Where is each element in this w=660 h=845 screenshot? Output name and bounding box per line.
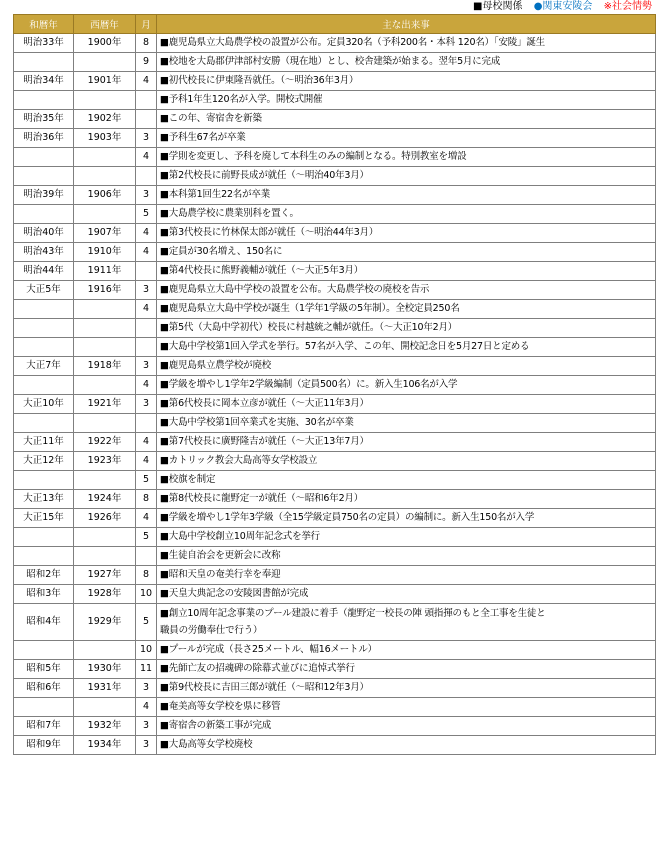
cell-wareki: 大正15年 bbox=[14, 509, 74, 528]
event-text: ■大島中学校創立10周年記念式を挙行 bbox=[160, 531, 320, 542]
event-text: ■予科生67名が卒業 bbox=[160, 132, 246, 143]
table-row bbox=[14, 566, 656, 585]
cell-wareki: 大正5年 bbox=[14, 281, 74, 300]
table-row bbox=[14, 110, 656, 129]
cell-event bbox=[157, 547, 656, 566]
cell-seireki: 1931年 bbox=[74, 679, 136, 698]
table-row bbox=[14, 452, 656, 471]
cell-seireki: 1918年 bbox=[74, 357, 136, 376]
cell-month bbox=[136, 547, 157, 566]
table-row bbox=[14, 91, 656, 110]
event-text: ■第9代校長に吉田三郎が就任（〜昭和12年3月） bbox=[160, 682, 369, 693]
cell-seireki: 1921年 bbox=[74, 395, 136, 414]
cell-seireki bbox=[74, 205, 136, 224]
event-text: ■予科1年生120名が入学。開校式開催 bbox=[160, 94, 323, 105]
cell-month: 5 bbox=[136, 205, 157, 224]
table-row bbox=[14, 641, 656, 660]
cell-event bbox=[157, 604, 656, 641]
table-row bbox=[14, 528, 656, 547]
header-wareki: 和暦年 bbox=[14, 15, 74, 34]
table-row bbox=[14, 262, 656, 281]
cell-month: 4 bbox=[136, 224, 157, 243]
event-text: ■創立10周年記念事業のプール建設に着手（龍野定一校長の陣 頭指揮のもと全工事を生徒と bbox=[160, 608, 546, 619]
table-row bbox=[14, 34, 656, 53]
cell-seireki: 1930年 bbox=[74, 660, 136, 679]
cell-month bbox=[136, 319, 157, 338]
cell-wareki bbox=[14, 698, 74, 717]
cell-wareki bbox=[14, 414, 74, 433]
event-text: ■昭和天皇の奄美行幸を奉迎 bbox=[160, 569, 281, 580]
cell-event bbox=[157, 110, 656, 129]
cell-seireki: 1934年 bbox=[74, 736, 136, 755]
table-row bbox=[14, 698, 656, 717]
event-text: ■第7代校長に廣野隆吉が就任（〜大正13年7月） bbox=[160, 436, 369, 447]
cell-wareki bbox=[14, 319, 74, 338]
event-text: ■第2代校長に前野長成が就任（〜明治40年3月） bbox=[160, 170, 369, 181]
event-text: ■第4代校長に熊野義輔が就任（〜大正5年3月） bbox=[160, 265, 364, 276]
cell-wareki: 明治36年 bbox=[14, 129, 74, 148]
event-text: ■校地を大島郡伊津部村安勝（現在地）とし、校舎建築が始まる。翌年5月に完成 bbox=[160, 56, 501, 67]
cell-seireki: 1906年 bbox=[74, 186, 136, 205]
cell-seireki: 1901年 bbox=[74, 72, 136, 91]
cell-seireki bbox=[74, 376, 136, 395]
cell-event bbox=[157, 452, 656, 471]
cell-month: 4 bbox=[136, 509, 157, 528]
cell-event bbox=[157, 186, 656, 205]
cell-month: 4 bbox=[136, 72, 157, 91]
cell-event bbox=[157, 281, 656, 300]
event-text: ■プールが完成（長さ25メートル、幅16メートル） bbox=[160, 644, 377, 655]
cell-wareki: 大正10年 bbox=[14, 395, 74, 414]
cell-seireki: 1923年 bbox=[74, 452, 136, 471]
cell-event bbox=[157, 717, 656, 736]
table-row bbox=[14, 224, 656, 243]
cell-wareki: 大正7年 bbox=[14, 357, 74, 376]
cell-month: 4 bbox=[136, 376, 157, 395]
table-header-row bbox=[14, 15, 656, 34]
table-row bbox=[14, 167, 656, 186]
cell-wareki: 昭和3年 bbox=[14, 585, 74, 604]
cell-wareki: 明治40年 bbox=[14, 224, 74, 243]
cell-month: 8 bbox=[136, 490, 157, 509]
event-text: ■この年、寄宿舎を新築 bbox=[160, 113, 262, 124]
cell-month: 3 bbox=[136, 129, 157, 148]
cell-month bbox=[136, 167, 157, 186]
cell-seireki bbox=[74, 300, 136, 319]
event-text: ■天皇大典記念の安陵図書館が完成 bbox=[160, 588, 309, 599]
cell-event bbox=[157, 585, 656, 604]
cell-seireki bbox=[74, 414, 136, 433]
event-text: ■生徒自治会を更新会に改称 bbox=[160, 550, 281, 561]
event-text: ■鹿児島県立農学校が廃校 bbox=[160, 360, 272, 371]
table-row bbox=[14, 129, 656, 148]
cell-seireki: 1902年 bbox=[74, 110, 136, 129]
table-row bbox=[14, 433, 656, 452]
cell-wareki: 昭和4年 bbox=[14, 604, 74, 641]
cell-event bbox=[157, 641, 656, 660]
header-month: 月 bbox=[136, 15, 157, 34]
event-text: ■カトリック教会大島高等女学校設立 bbox=[160, 455, 318, 466]
cell-month: 3 bbox=[136, 281, 157, 300]
table-row bbox=[14, 72, 656, 91]
table-row bbox=[14, 186, 656, 205]
cell-wareki: 昭和2年 bbox=[14, 566, 74, 585]
cell-event bbox=[157, 224, 656, 243]
cell-event bbox=[157, 509, 656, 528]
header-seireki: 西暦年 bbox=[74, 15, 136, 34]
cell-month: 10 bbox=[136, 641, 157, 660]
cell-seireki: 1910年 bbox=[74, 243, 136, 262]
cell-seireki bbox=[74, 698, 136, 717]
cell-wareki bbox=[14, 641, 74, 660]
cell-event bbox=[157, 698, 656, 717]
cell-month bbox=[136, 262, 157, 281]
cell-wareki: 明治33年 bbox=[14, 34, 74, 53]
event-text: ■大島中学校第1回卒業式を実施、30名が卒業 bbox=[160, 417, 354, 428]
cell-event bbox=[157, 300, 656, 319]
cell-event bbox=[157, 528, 656, 547]
cell-event bbox=[157, 91, 656, 110]
cell-wareki bbox=[14, 528, 74, 547]
table-row bbox=[14, 300, 656, 319]
table-row bbox=[14, 148, 656, 167]
cell-month bbox=[136, 91, 157, 110]
event-text: ■学則を変更し、予科を廃して本科生のみの編制となる。特別教室を増設 bbox=[160, 151, 467, 162]
cell-month: 8 bbox=[136, 34, 157, 53]
event-text: ■鹿児島県立大島中学校が誕生（1学年1学級の5年制）。全校定員250名 bbox=[160, 303, 460, 314]
cell-month: 4 bbox=[136, 433, 157, 452]
legend-school: ■母校関係 bbox=[473, 1, 523, 12]
table-row bbox=[14, 490, 656, 509]
cell-wareki bbox=[14, 148, 74, 167]
cell-month: 3 bbox=[136, 357, 157, 376]
cell-seireki: 1932年 bbox=[74, 717, 136, 736]
event-text: ■本科第1回生22名が卒業 bbox=[160, 189, 271, 200]
cell-seireki bbox=[74, 471, 136, 490]
event-text: 職員の労働奉仕で行う） bbox=[160, 625, 263, 636]
cell-month: 8 bbox=[136, 566, 157, 585]
cell-seireki bbox=[74, 338, 136, 357]
cell-seireki bbox=[74, 91, 136, 110]
cell-month bbox=[136, 110, 157, 129]
event-text: ■寄宿舎の新築工事が完成 bbox=[160, 720, 272, 731]
cell-wareki: 明治44年 bbox=[14, 262, 74, 281]
cell-event bbox=[157, 376, 656, 395]
cell-event bbox=[157, 471, 656, 490]
legend-society: ※社会情勢 bbox=[603, 1, 652, 12]
table-row bbox=[14, 660, 656, 679]
table-row bbox=[14, 243, 656, 262]
cell-month: 5 bbox=[136, 604, 157, 641]
cell-event bbox=[157, 72, 656, 91]
cell-month: 9 bbox=[136, 53, 157, 72]
cell-seireki bbox=[74, 547, 136, 566]
event-text: ■定員が30名増え、150名に bbox=[160, 246, 283, 257]
cell-seireki: 1924年 bbox=[74, 490, 136, 509]
cell-wareki: 昭和7年 bbox=[14, 717, 74, 736]
cell-event bbox=[157, 243, 656, 262]
table-row bbox=[14, 53, 656, 72]
cell-wareki bbox=[14, 300, 74, 319]
cell-wareki: 大正12年 bbox=[14, 452, 74, 471]
table-row bbox=[14, 395, 656, 414]
cell-seireki bbox=[74, 167, 136, 186]
cell-seireki: 1927年 bbox=[74, 566, 136, 585]
cell-wareki: 昭和9年 bbox=[14, 736, 74, 755]
cell-event bbox=[157, 338, 656, 357]
cell-event bbox=[157, 414, 656, 433]
history-table bbox=[13, 14, 656, 755]
cell-event bbox=[157, 148, 656, 167]
cell-seireki: 1903年 bbox=[74, 129, 136, 148]
table-row bbox=[14, 205, 656, 224]
cell-seireki bbox=[74, 528, 136, 547]
cell-event bbox=[157, 205, 656, 224]
cell-event bbox=[157, 736, 656, 755]
cell-month: 5 bbox=[136, 471, 157, 490]
cell-wareki bbox=[14, 53, 74, 72]
cell-month: 3 bbox=[136, 736, 157, 755]
table-row bbox=[14, 679, 656, 698]
cell-event bbox=[157, 357, 656, 376]
cell-seireki: 1929年 bbox=[74, 604, 136, 641]
cell-event bbox=[157, 53, 656, 72]
event-text: ■大島高等女学校廃校 bbox=[160, 739, 253, 750]
table-row bbox=[14, 547, 656, 566]
cell-event bbox=[157, 566, 656, 585]
cell-event bbox=[157, 679, 656, 698]
cell-seireki bbox=[74, 148, 136, 167]
table-row bbox=[14, 357, 656, 376]
event-text: ■第8代校長に龍野定一が就任（〜昭和6年2月） bbox=[160, 493, 364, 504]
cell-wareki: 明治43年 bbox=[14, 243, 74, 262]
cell-seireki bbox=[74, 641, 136, 660]
cell-wareki: 大正13年 bbox=[14, 490, 74, 509]
cell-event bbox=[157, 433, 656, 452]
cell-month: 5 bbox=[136, 528, 157, 547]
cell-seireki: 1900年 bbox=[74, 34, 136, 53]
event-text: ■学級を増やし1学年3学級（全15学級定員750名の定員）の編制に。新入生150名が入学 bbox=[160, 512, 535, 523]
cell-event bbox=[157, 319, 656, 338]
cell-month: 4 bbox=[136, 452, 157, 471]
cell-event bbox=[157, 167, 656, 186]
cell-seireki: 1911年 bbox=[74, 262, 136, 281]
cell-month: 11 bbox=[136, 660, 157, 679]
cell-wareki bbox=[14, 547, 74, 566]
table-row bbox=[14, 414, 656, 433]
cell-event bbox=[157, 490, 656, 509]
cell-seireki: 1926年 bbox=[74, 509, 136, 528]
cell-wareki: 明治39年 bbox=[14, 186, 74, 205]
legend bbox=[0, 0, 660, 14]
cell-seireki: 1916年 bbox=[74, 281, 136, 300]
table-row bbox=[14, 281, 656, 300]
table-row bbox=[14, 736, 656, 755]
table-row bbox=[14, 319, 656, 338]
cell-month: 4 bbox=[136, 243, 157, 262]
cell-month: 3 bbox=[136, 186, 157, 205]
cell-month: 4 bbox=[136, 148, 157, 167]
table-row bbox=[14, 376, 656, 395]
cell-event bbox=[157, 395, 656, 414]
cell-month: 10 bbox=[136, 585, 157, 604]
cell-event bbox=[157, 34, 656, 53]
header-event: 主な出来事 bbox=[157, 15, 656, 34]
cell-event bbox=[157, 262, 656, 281]
table-row bbox=[14, 604, 656, 641]
cell-wareki bbox=[14, 471, 74, 490]
table-row bbox=[14, 717, 656, 736]
table-body bbox=[14, 34, 656, 755]
event-text: ■先師亡友の招魂碑の除幕式並びに追悼式挙行 bbox=[160, 663, 355, 674]
cell-wareki bbox=[14, 167, 74, 186]
cell-month: 3 bbox=[136, 679, 157, 698]
cell-seireki bbox=[74, 319, 136, 338]
cell-seireki: 1922年 bbox=[74, 433, 136, 452]
cell-seireki: 1928年 bbox=[74, 585, 136, 604]
cell-month bbox=[136, 414, 157, 433]
cell-month: 3 bbox=[136, 395, 157, 414]
cell-event bbox=[157, 129, 656, 148]
event-text: ■奄美高等女学校を県に移管 bbox=[160, 701, 281, 712]
cell-seireki bbox=[74, 53, 136, 72]
event-text: ■学級を増やし1学年2学級編制（定員500名）に。新入生106名が入学 bbox=[160, 379, 458, 390]
event-text: ■大島農学校に農業別科を置く。 bbox=[160, 208, 299, 219]
cell-wareki: 明治35年 bbox=[14, 110, 74, 129]
cell-wareki: 昭和6年 bbox=[14, 679, 74, 698]
cell-wareki: 明治34年 bbox=[14, 72, 74, 91]
cell-wareki bbox=[14, 91, 74, 110]
cell-month: 4 bbox=[136, 698, 157, 717]
cell-month bbox=[136, 338, 157, 357]
cell-wareki bbox=[14, 376, 74, 395]
cell-wareki bbox=[14, 338, 74, 357]
event-text: ■初代校長に伊東隆吾就任。（〜明治36年3月） bbox=[160, 75, 359, 86]
cell-month: 4 bbox=[136, 300, 157, 319]
event-text: ■校旗を制定 bbox=[160, 474, 216, 485]
cell-seireki: 1907年 bbox=[74, 224, 136, 243]
event-text: ■第5代（大島中学初代）校長に村越統之輔が就任。（〜大正10年2月） bbox=[160, 322, 458, 333]
cell-wareki: 昭和5年 bbox=[14, 660, 74, 679]
table-row bbox=[14, 585, 656, 604]
table-row bbox=[14, 338, 656, 357]
event-text: ■第6代校長に岡本立彦が就任（〜大正11年3月） bbox=[160, 398, 369, 409]
event-text: ■鹿児島県立大島農学校の設置が公布。定員320名（予科200名・本科 120名）「安陵」誕生 bbox=[160, 37, 545, 48]
event-text: ■第3代校長に竹林保太郎が就任（〜明治44年3月） bbox=[160, 227, 379, 238]
event-text: ■鹿児島県立大島中学校の設置を公布。大島農学校の廃校を告示 bbox=[160, 284, 430, 295]
legend-kanto-anryokai: ●関東安陵会 bbox=[533, 1, 593, 12]
table-row bbox=[14, 471, 656, 490]
event-text: ■大島中学校第1回入学式を挙行。57名が入学、この年、開校記念日を5月27日と定める bbox=[160, 341, 530, 352]
table-row bbox=[14, 509, 656, 528]
cell-wareki bbox=[14, 205, 74, 224]
cell-event bbox=[157, 660, 656, 679]
cell-month: 3 bbox=[136, 717, 157, 736]
cell-wareki: 大正11年 bbox=[14, 433, 74, 452]
